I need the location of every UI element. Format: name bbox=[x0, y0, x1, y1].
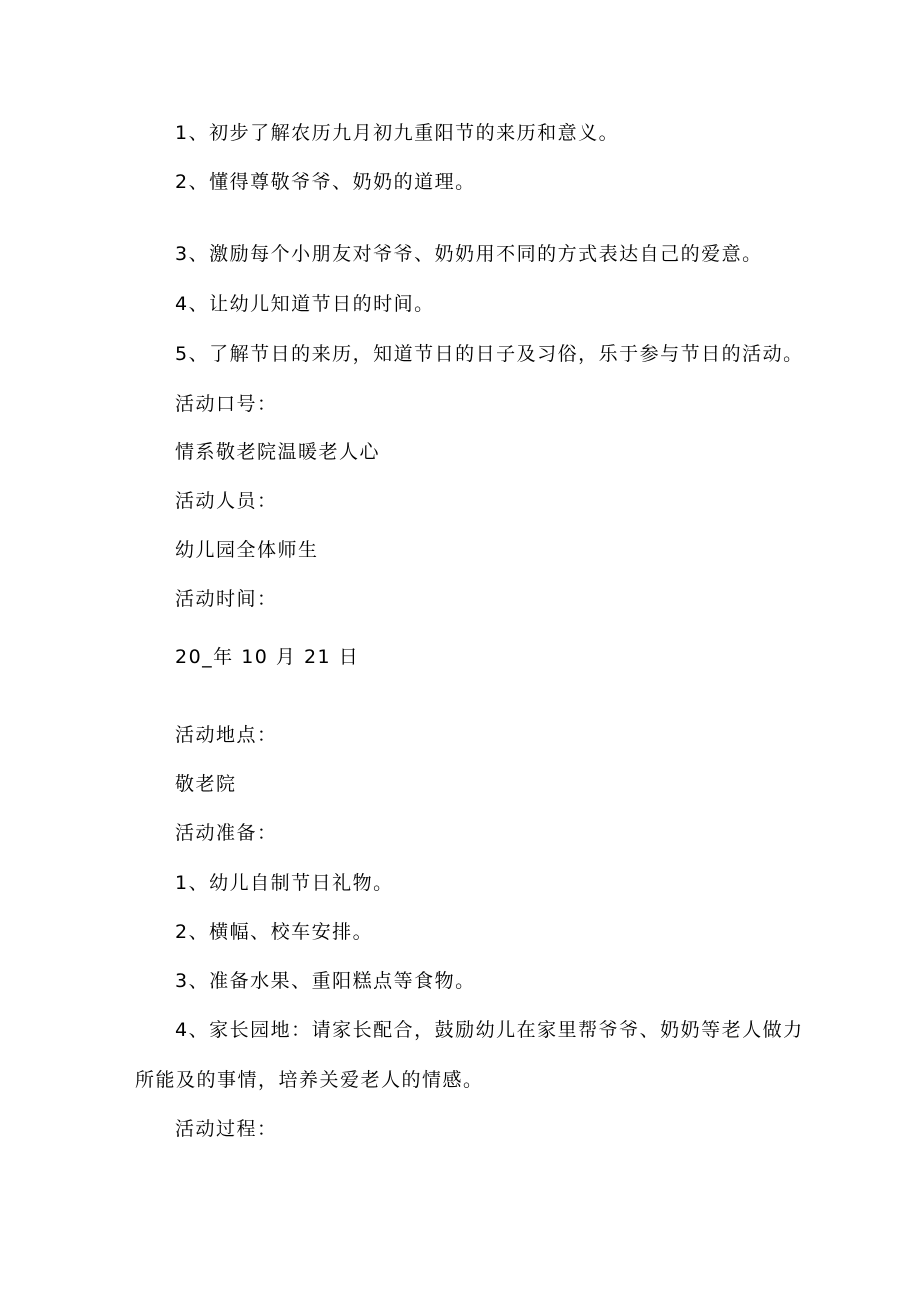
goal-item-3: 3、激励每个小朋友对爷爷、奶奶用不同的方式表达自己的爱意。 bbox=[175, 243, 763, 265]
preparation-heading: 活动准备： bbox=[175, 822, 278, 844]
process-heading: 活动过程： bbox=[175, 1118, 278, 1140]
location-heading: 活动地点： bbox=[175, 724, 278, 746]
preparation-item-4: 4、家长园地：请家长配合，鼓励幼儿在家里帮爷爷、奶奶等老人做力 bbox=[175, 1019, 804, 1041]
time-heading: 活动时间： bbox=[175, 588, 278, 610]
preparation-item-2: 2、横幅、校车安排。 bbox=[175, 921, 374, 943]
preparation-item-4-continued: 所能及的事情，培养关爱老人的情感。 bbox=[135, 1069, 484, 1091]
location-text: 敬老院 bbox=[175, 773, 237, 795]
slogan-text: 情系敬老院温暖老人心 bbox=[175, 441, 381, 463]
preparation-item-1: 1、幼儿自制节日礼物。 bbox=[175, 872, 394, 894]
participants-text: 幼儿园全体师生 bbox=[175, 539, 319, 561]
slogan-heading: 活动口号： bbox=[175, 393, 278, 415]
participants-heading: 活动人员： bbox=[175, 490, 278, 512]
goal-item-4: 4、让幼儿知道节日的时间。 bbox=[175, 293, 435, 315]
goal-item-2: 2、懂得尊敬爷爷、奶奶的道理。 bbox=[175, 171, 476, 193]
goal-item-1: 1、初步了解农历九月初九重阳节的来历和意义。 bbox=[175, 122, 620, 144]
time-text: 20_年 10 月 21 日 bbox=[175, 646, 360, 668]
goal-item-5: 5、了解节日的来历，知道节日的日子及习俗，乐于参与节日的活动。 bbox=[175, 343, 804, 365]
preparation-item-3: 3、准备水果、重阳糕点等食物。 bbox=[175, 970, 476, 992]
